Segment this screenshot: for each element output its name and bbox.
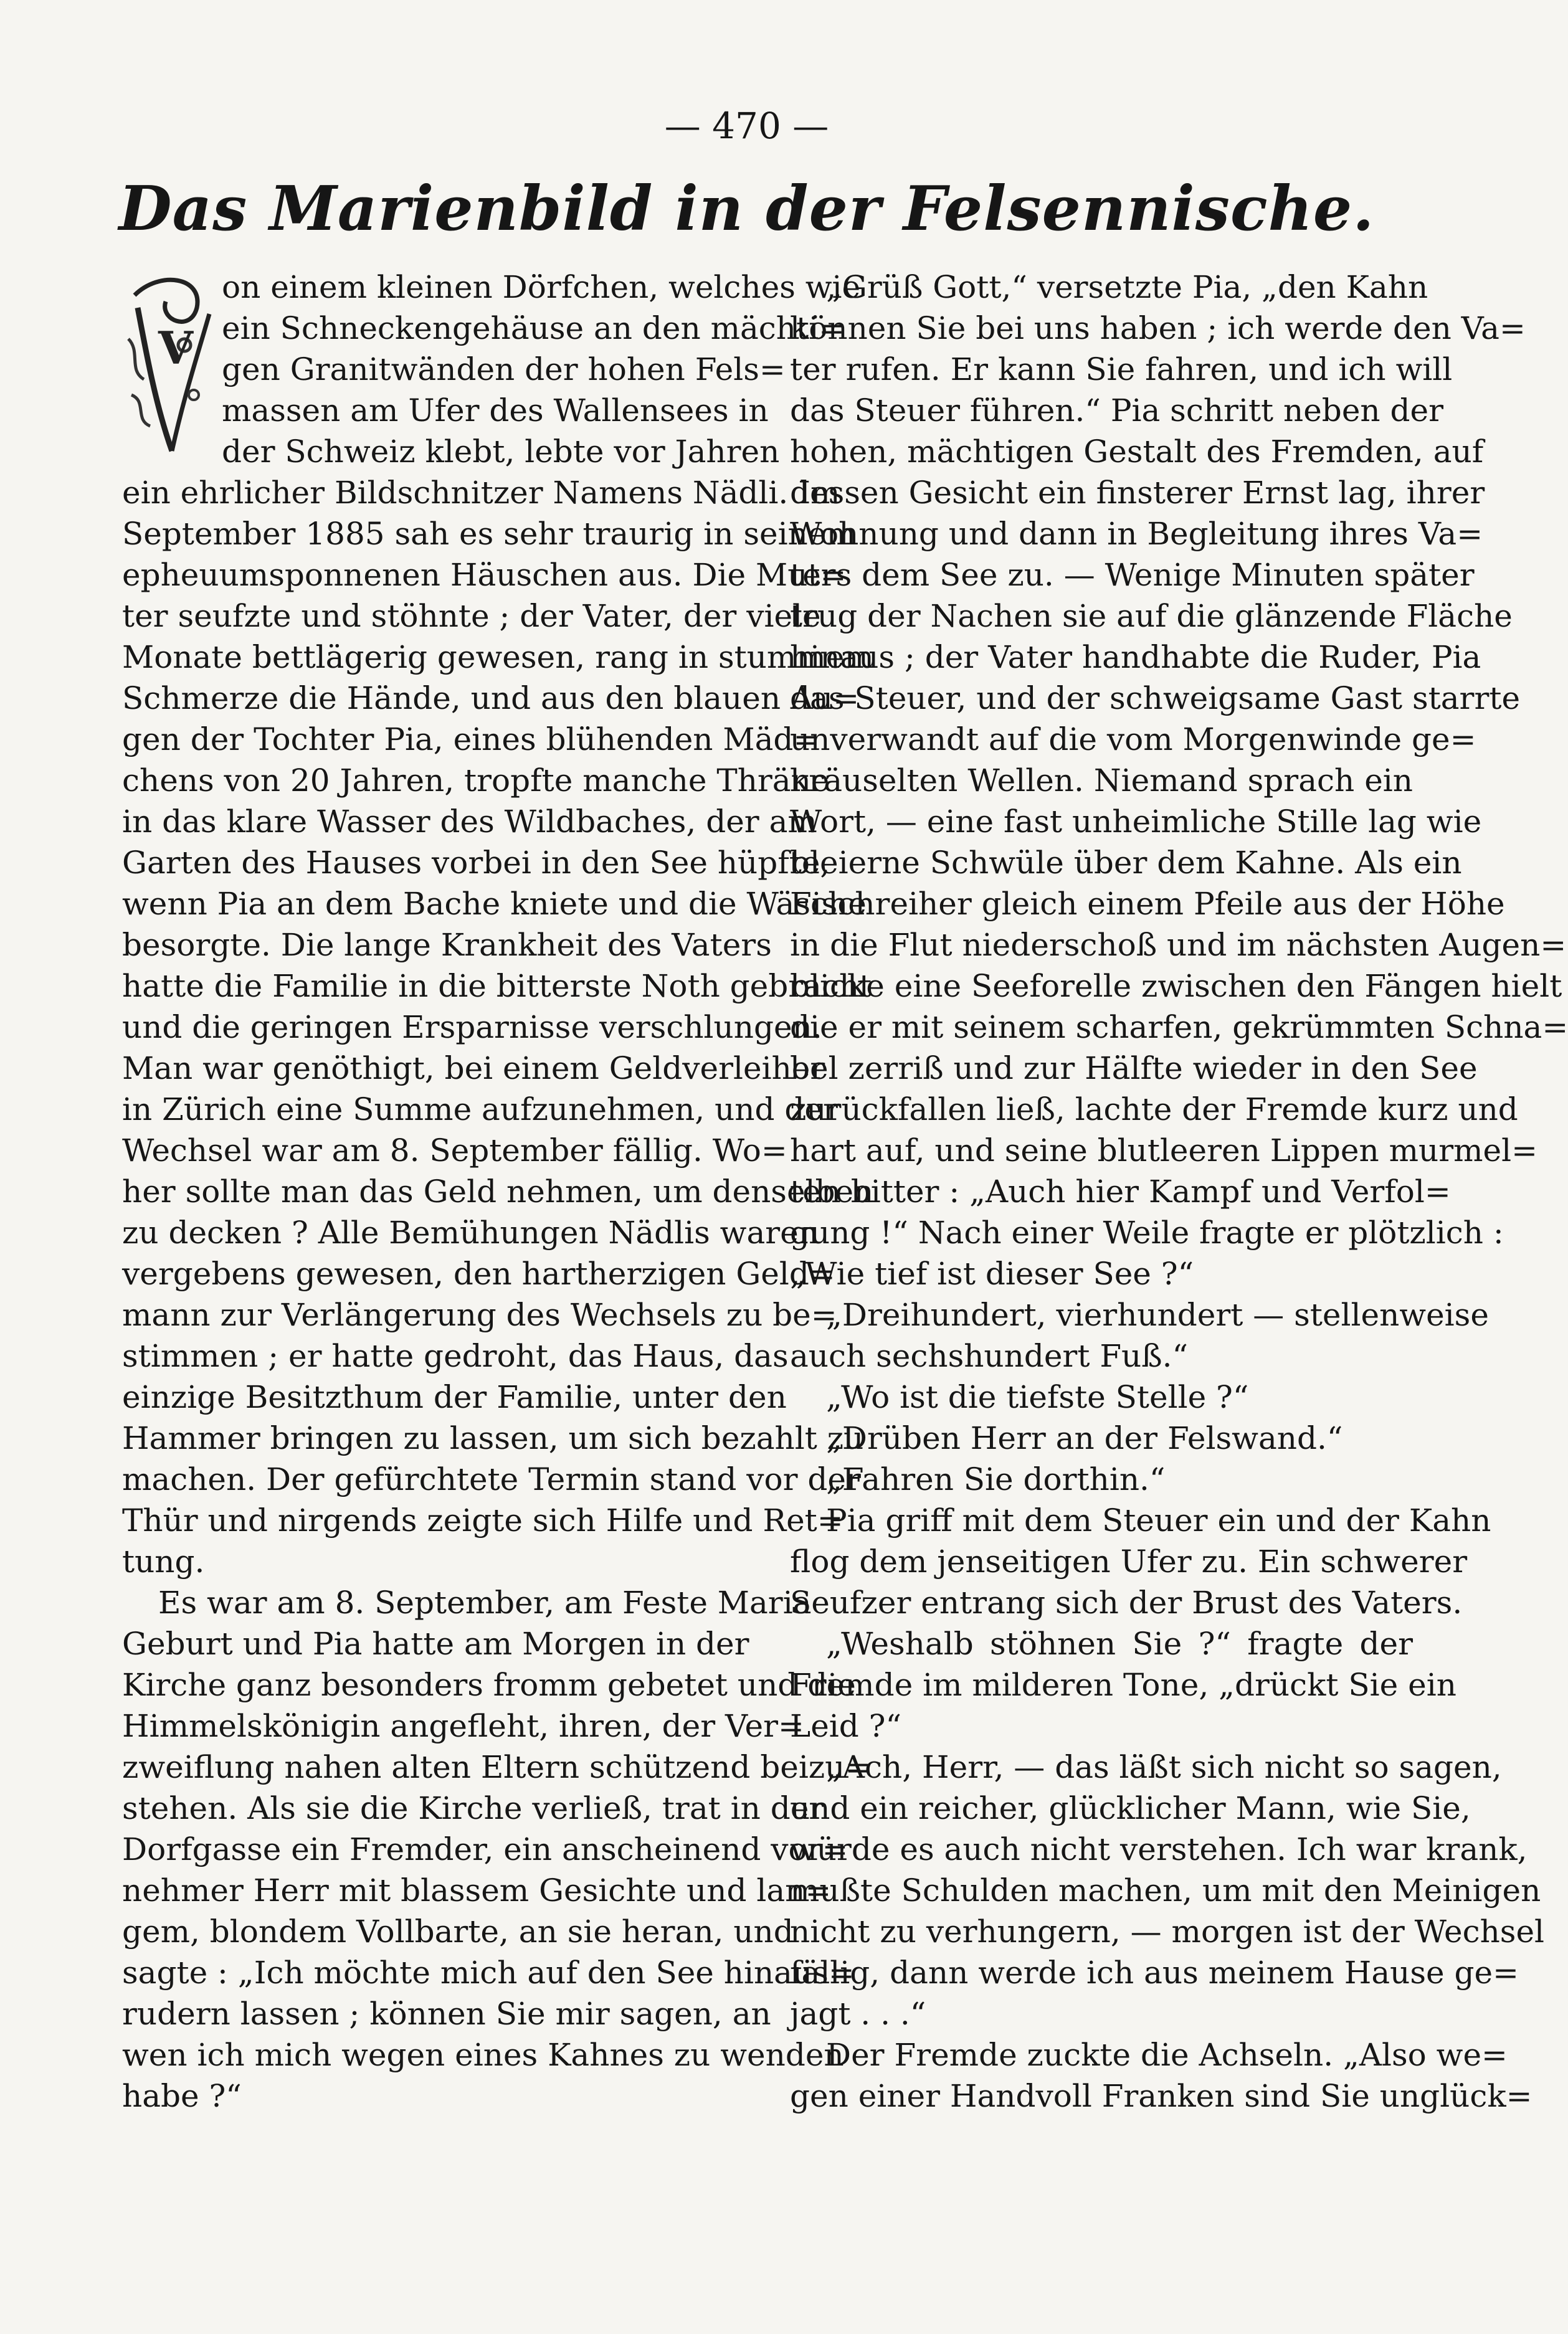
initial-letter: V [158,321,193,374]
right-column [790,267,1568,2117]
text-line: „Ach, Herr, — das läßt sich nicht so sagen, [826,1749,1502,1785]
page-title: Das Marienbild in der Felsennische. [118,173,1375,245]
text-line: „Grüß Gott,“ versetzte Pia, „den Kahn [826,269,1428,305]
text-line: Thür und nirgends zeigte sich Hilfe und Ret= [122,1502,843,1539]
text-line: Garten des Hauses vorbei in den See hüpfte, [122,845,830,881]
text-line: dessen Gesicht ein finsterer Ernst lag, ihrer [790,475,1485,511]
text-line: her sollte man das Geld nehmen, um denselben [122,1174,874,1210]
text-line: Fischreiher gleich einem Pfeile aus der Höhe [790,886,1505,922]
text-line: „Fahren Sie dorthin.“ [826,1461,1166,1497]
text-line: Leid ?“ [790,1708,902,1744]
text-line: kräuselten Wellen. Niemand sprach ein [790,762,1413,799]
text-line: in Zürich eine Summe aufzunehmen, und der [122,1091,838,1127]
text-line: Fremde im milderen Tone, „drückt Sie ein [790,1667,1456,1703]
text-line: nicht zu verhungern, — morgen ist der Wechsel [790,1914,1545,1950]
text-line: Kirche ganz besonders fromm gebetet und die [122,1667,856,1703]
text-line: jagt . . .“ [790,1996,926,2032]
text-line: „Wo ist die tiefste Stelle ?“ [826,1379,1249,1415]
text-line: gem, blondem Vollbarte, an sie heran, und [122,1914,794,1950]
text-line: gen der Tochter Pia, eines blühenden Mäd= [122,721,820,757]
text-line: Wohnung und dann in Begleitung ihres Va= [790,516,1483,552]
text-line: gen einer Handvoll Franken sind Sie unglück= [790,2078,1532,2114]
text-line: blicke eine Seeforelle zwischen den Fängen hielt [790,968,1562,1004]
text-line: können Sie bei uns haben ; ich werde den Va= [790,310,1526,346]
text-line: Dorfgasse ein Fremder, ein anscheinend vor= [122,1831,848,1867]
text-line: ters dem See zu. — Wenige Minuten später [790,557,1475,593]
text-line: besorgte. Die lange Krankheit des Vaters [122,927,772,963]
text-line: mußte Schulden machen, um mit den Meinigen [790,1872,1541,1909]
text-line: „Drüben Herr an der Felswand.“ [826,1420,1343,1456]
text-line: habe ?“ [122,2078,242,2114]
text-line: ter seufzte und stöhnte ; der Vater, der viele [122,598,821,634]
text-line: wenn Pia an dem Bache kniete und die Wäsche [122,886,867,922]
text-line: wen ich mich wegen eines Kahnes zu wenden [122,2037,844,2073]
text-line: Himmelskönigin angefleht, ihren, der Ver= [122,1708,804,1744]
text-line: auch sechshundert Fuß.“ [790,1338,1189,1374]
text-line: und die geringen Ersparnisse verschlungen. [122,1009,822,1045]
text-line: ten bitter : „Auch hier Kampf und Verfol= [790,1174,1451,1210]
decorative-initial-icon [122,270,216,470]
text-line: und ein reicher, glücklicher Mann, wie Sie, [790,1790,1471,1826]
text-line: Hammer bringen zu lassen, um sich bezahlt zu [122,1420,864,1456]
text-line: gen Granitwänden der hohen Fels= [222,351,786,387]
text-line: sagte : „Ich möchte mich auf den See hinaus= [122,1955,855,1991]
text-line: fällig, dann werde ich aus meinem Hause ge= [790,1955,1519,1991]
text-line: Es war am 8. September, am Feste Maria [158,1585,812,1621]
text-line: hohen, mächtigen Gestalt des Fremden, auf [790,434,1484,470]
text-line: einzige Besitzthum der Familie, unter den [122,1379,787,1415]
text-line: stehen. Als sie die Kirche verließ, trat in der [122,1790,824,1826]
text-line: würde es auch nicht verstehen. Ich war krank, [790,1831,1528,1867]
text-line: die er mit seinem scharfen, gekrümmten Schna= [790,1009,1568,1045]
text-line: das Steuer, und der schweigsame Gast starrte [790,680,1521,716]
text-line: in das klare Wasser des Wildbaches, der am [122,804,817,840]
text-line: Wort, — eine fast unheimliche Stille lag wie [790,804,1482,840]
text-line: gung !“ Nach einer Weile fragte er plötzlich : [790,1215,1504,1251]
text-line: das Steuer führen.“ Pia schritt neben der [790,392,1443,429]
text-line: „Weshalb stöhnen Sie ?“ fragte der [826,1626,1413,1662]
text-line: „Dreihundert, vierhundert — stellenweise [826,1297,1489,1333]
text-line: massen am Ufer des Wallensees in [222,392,769,429]
text-line: hart auf, und seine blutleeren Lippen murmel= [790,1132,1537,1169]
text-line: der Schweiz klebt, lebte vor Jahren [222,434,780,470]
text-line: stimmen ; er hatte gedroht, das Haus, das [122,1338,789,1374]
text-line: „Wie tief ist dieser See ?“ [790,1256,1194,1292]
text-line: unverwandt auf die vom Morgenwinde ge= [790,721,1476,757]
text-line: epheuumsponnenen Häuschen aus. Die Mut= [122,557,847,593]
text-line: on einem kleinen Dörfchen, welches wie [222,269,861,305]
text-line: Seufzer entrang sich der Brust des Vaters. [790,1585,1463,1621]
text-line: ein ehrlicher Bildschnitzer Namens Nädli. Im [122,475,840,511]
text-line: zu decken ? Alle Bemühungen Nädlis waren [122,1215,819,1251]
text-line: bel zerriß und zur Hälfte wieder in den See [790,1050,1478,1086]
text-line: trug der Nachen sie auf die glänzende Fläche [790,598,1513,634]
text-line: chens von 20 Jahren, tropfte manche Thräne [122,762,830,799]
text-line: zurückfallen ließ, lachte der Fremde kurz und [790,1091,1518,1127]
text-line: Monate bettlägerig gewesen, rang in stummem [122,639,874,675]
text-line: Wechsel war am 8. September fällig. Wo= [122,1132,787,1169]
text-line: Der Fremde zuckte die Achseln. „Also we= [826,2037,1508,2073]
text-line: Man war genöthigt, bei einem Geldverleiher [122,1050,825,1086]
text-line: Geburt und Pia hatte am Morgen in der [122,1626,749,1662]
text-line: rudern lassen ; können Sie mir sagen, an [122,1996,771,2032]
text-line: bleierne Schwüle über dem Kahne. Als ein [790,845,1462,881]
text-line: zweiflung nahen alten Eltern schützend beizu= [122,1749,872,1785]
page-number: — 470 — [664,105,829,147]
text-line: Schmerze die Hände, und aus den blauen Au= [122,680,860,716]
text-line: flog dem jenseitigen Ufer zu. Ein schwerer [790,1544,1468,1580]
text-line: ein Schneckengehäuse an den mächti= [222,310,845,346]
text-line: in die Flut niederschoß und im nächsten Augen= [790,927,1567,963]
text-line: vergebens gewesen, den hartherzigen Geld= [122,1256,835,1292]
text-line: hatte die Familie in die bitterste Noth gebracht [122,968,872,1004]
text-line: September 1885 sah es sehr traurig in seinem [122,516,856,552]
text-line: tung. [122,1544,205,1580]
text-line: mann zur Verlängerung des Wechsels zu be= [122,1297,837,1333]
text-line: nehmer Herr mit blassem Gesichte und lan= [122,1872,832,1909]
text-line: machen. Der gefürchtete Termin stand vor der [122,1461,861,1497]
text-line: hinaus ; der Vater handhabte die Ruder, Pia [790,639,1481,675]
text-line: Pia griff mit dem Steuer ein und der Kahn [826,1502,1491,1539]
text-line: ter rufen. Er kann Sie fahren, und ich will [790,351,1453,387]
